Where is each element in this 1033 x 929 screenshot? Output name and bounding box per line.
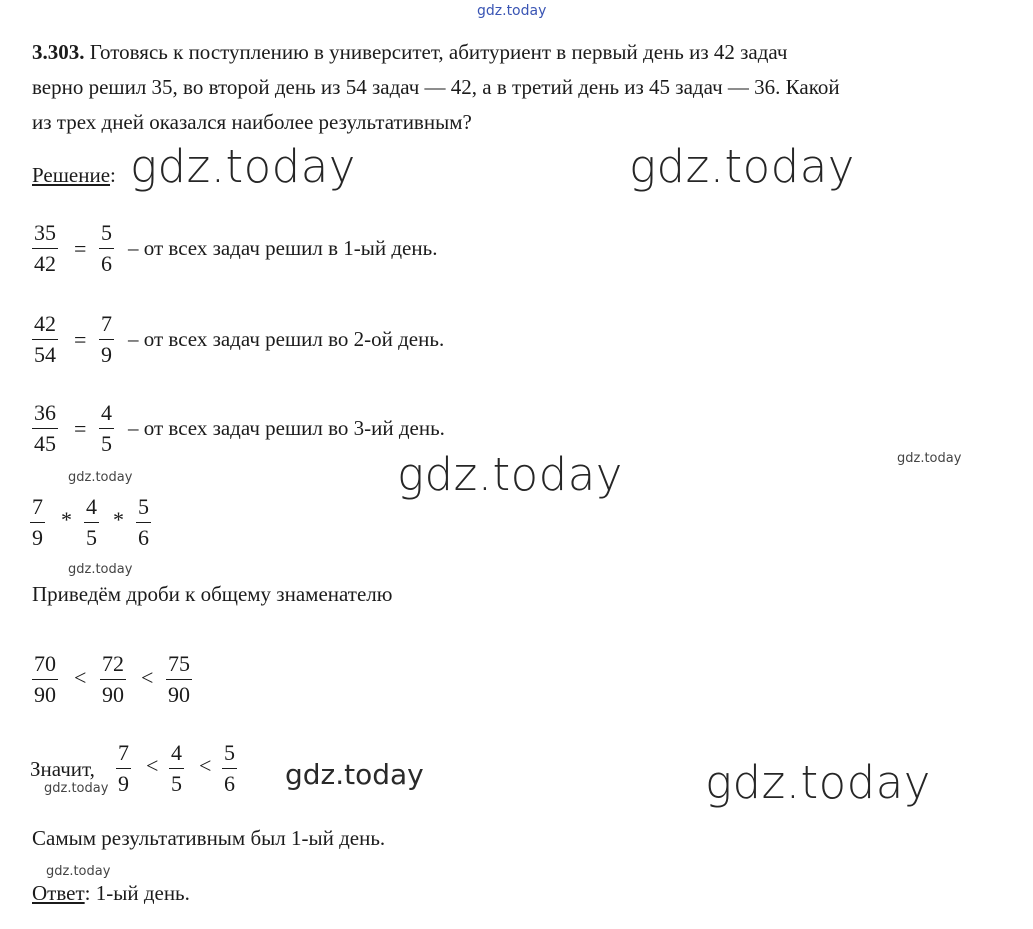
fraction	[169, 740, 184, 797]
watermark-medium: gdz.today	[285, 758, 424, 791]
numerator: 4	[86, 494, 97, 519]
watermark-small: gdz.today	[68, 562, 133, 577]
numerator: 72	[102, 651, 124, 676]
denominator: 5	[171, 771, 182, 796]
fraction	[99, 311, 114, 368]
denominator: 5	[101, 431, 112, 456]
less-than-sign: <	[146, 753, 159, 778]
solution-colon: :	[110, 163, 116, 187]
equals-sign: =	[74, 236, 87, 261]
fraction	[32, 311, 58, 368]
problem-line-1	[32, 40, 787, 65]
watermark-big: gdz.today	[705, 756, 931, 809]
fraction-bar	[32, 679, 58, 680]
numerator: 4	[171, 740, 182, 765]
equals-sign: =	[74, 416, 87, 441]
day-line-text: – от всех задач решил в 1-ый день.	[128, 236, 438, 260]
solution-label-text: Решение	[32, 163, 111, 187]
numerator: 75	[168, 651, 190, 676]
fraction-bar	[166, 679, 192, 680]
watermark-big: gdz.today	[629, 140, 855, 193]
day-line-text: – от всех задач решил во 2-ой день.	[128, 327, 445, 351]
problem-line-2: верно решил 35, во второй день из 54 задач — 42, а в третий день из 45 задач — 36. Какой	[32, 75, 840, 99]
watermark-small: gdz.today	[68, 470, 133, 485]
fraction	[166, 651, 192, 708]
fraction-bar	[32, 428, 58, 429]
numerator: 35	[34, 220, 56, 245]
fraction-bar	[32, 339, 58, 340]
denominator: 9	[118, 771, 129, 796]
denominator: 9	[32, 525, 43, 550]
less-than-sign: <	[199, 753, 212, 778]
fraction	[30, 494, 45, 551]
fraction-bar	[84, 522, 99, 523]
watermark-big: gdz.today	[397, 448, 623, 501]
fraction	[32, 651, 58, 708]
answer-label: Ответ	[32, 881, 85, 905]
fraction	[99, 220, 114, 277]
numerator: 7	[32, 494, 43, 519]
numerator: 70	[34, 651, 56, 676]
fraction	[222, 740, 237, 797]
denominator: 6	[138, 525, 149, 550]
fraction-bar	[222, 768, 237, 769]
numerator: 5	[138, 494, 149, 519]
fraction	[100, 651, 126, 708]
fraction	[84, 494, 99, 551]
numerator: 36	[34, 400, 56, 425]
common-denominator-text: Приведём дроби к общему знаменателю	[32, 582, 393, 606]
solution-label	[32, 163, 116, 188]
less-than-sign: <	[74, 665, 87, 690]
fraction	[136, 494, 151, 551]
problem-line-3: из трех дней оказался наиболее результативным?	[32, 110, 472, 134]
fraction	[32, 400, 58, 457]
fraction-bar	[99, 339, 114, 340]
fraction-bar	[30, 522, 45, 523]
watermark-big: gdz.today	[130, 140, 356, 193]
denominator: 54	[34, 342, 56, 367]
fraction	[116, 740, 131, 797]
denominator: 42	[34, 251, 56, 276]
numerator: 5	[224, 740, 235, 765]
fraction-bar	[116, 768, 131, 769]
fraction-bar	[100, 679, 126, 680]
denominator: 90	[168, 682, 190, 707]
watermark-small: gdz.today	[46, 864, 111, 879]
day-line-text: – от всех задач решил во 3-ий день.	[128, 416, 445, 440]
numerator: 4	[101, 400, 112, 425]
watermark-small: gdz.today	[897, 451, 962, 466]
conclusion-text: Самым результативным был 1-ый день.	[32, 826, 386, 850]
denominator: 6	[224, 771, 235, 796]
numerator: 42	[34, 311, 56, 336]
watermark-small: gdz.today	[44, 781, 109, 796]
fraction-bar	[32, 248, 58, 249]
top-watermark: gdz.today	[477, 3, 547, 19]
fraction-bar	[99, 428, 114, 429]
fraction	[32, 220, 58, 277]
numerator: 7	[118, 740, 129, 765]
equals-sign: =	[74, 327, 87, 352]
numerator: 7	[101, 311, 112, 336]
fraction-bar	[99, 248, 114, 249]
answer-line	[32, 881, 190, 906]
denominator: 5	[86, 525, 97, 550]
denominator: 90	[34, 682, 56, 707]
problem-number: 3.303.	[32, 40, 85, 64]
denominator: 6	[101, 251, 112, 276]
fraction-bar	[169, 768, 184, 769]
problem-text-1: Готовясь к поступлению в университет, абитуриент в первый день из 42 задач	[89, 40, 788, 64]
multiply-sign: *	[61, 507, 72, 532]
multiply-sign: *	[113, 507, 124, 532]
numerator: 5	[101, 220, 112, 245]
fraction	[99, 400, 114, 457]
less-than-sign: <	[141, 665, 154, 690]
denominator: 90	[102, 682, 124, 707]
answer-text: : 1-ый день.	[84, 881, 190, 905]
therefore-label: Значит,	[30, 757, 95, 781]
fraction-bar	[136, 522, 151, 523]
denominator: 45	[34, 431, 56, 456]
denominator: 9	[101, 342, 112, 367]
